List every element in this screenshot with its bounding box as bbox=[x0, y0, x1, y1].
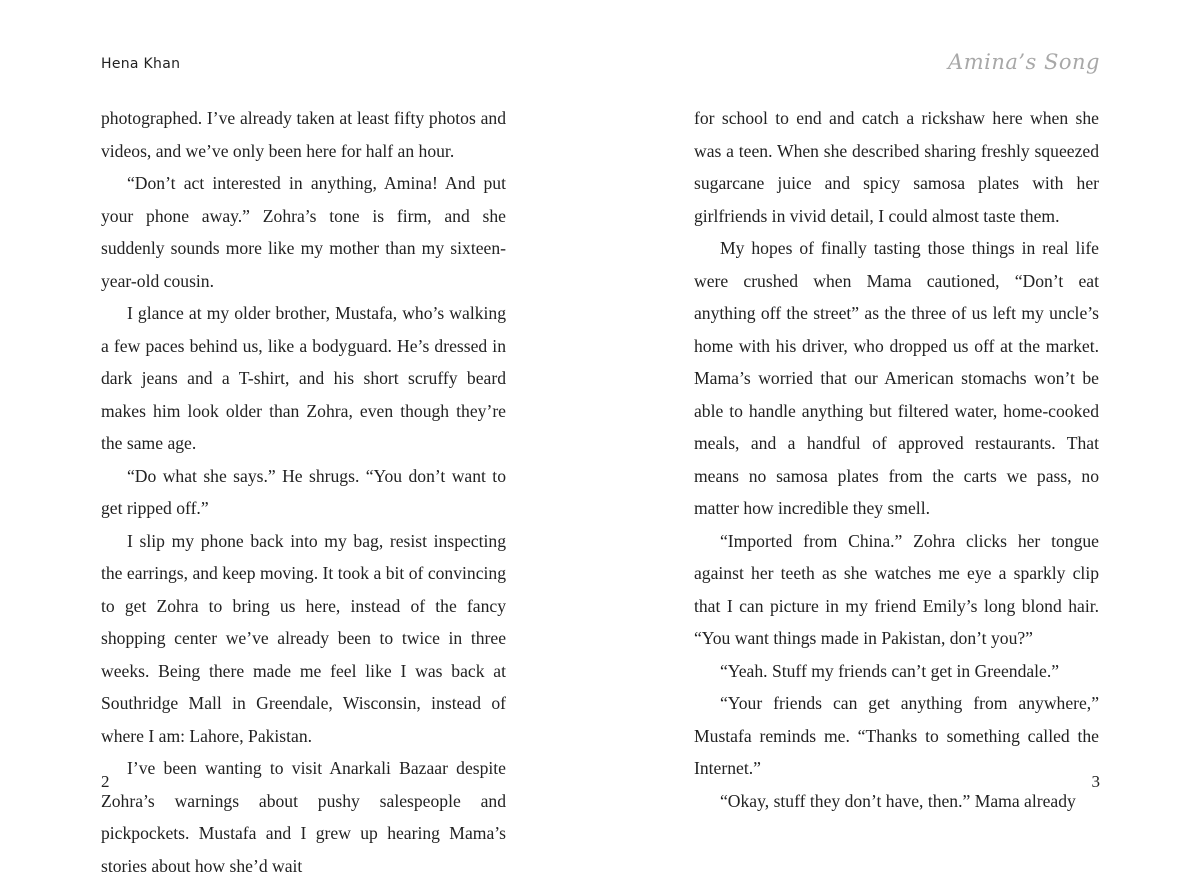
paragraph: I glance at my older brother, Mustafa, who’s walking a few paces behind us, like a bodyguard. He’s dressed in dark jeans and a T-shirt, and his short scruffy beard makes him look older than Zohra, even though they’re the same age. bbox=[101, 303, 506, 453]
paragraph: “Yeah. Stuff my friends can’t get in Greendale.” bbox=[720, 660, 1060, 681]
paragraph: “Okay, stuff they don’t have, then.” Mama already bbox=[720, 790, 1076, 811]
paragraph: “Your friends can get anything from anywhere,” Mustafa reminds me. “Thanks to something called the Internet.” bbox=[694, 693, 1099, 778]
left-page bbox=[0, 0, 600, 876]
paragraph: I’ve been wanting to visit Anarkali Bazaar despite Zohra’s warnings about pushy salespeople and pickpockets. Mustafa and I grew up hearing Mama’s stories about how she’d wait bbox=[101, 758, 506, 876]
paragraph: My hopes of finally tasting those things in real life were crushed when Mama cautioned, “Don’t eat anything off the street” as the three of us left my uncle’s home with his driver, who dropped us off at the market. Mama’s worried that our American stomachs won’t be able to handle anything but filtered water, home-cooked meals, and a handful of approved restaurants. That means no samosa plates from the carts we pass, no matter how incredible they smell. bbox=[694, 238, 1099, 518]
right-page bbox=[600, 0, 1200, 872]
paragraph: “Do what she says.” He shrugs. “You don’t want to get ripped off.” bbox=[101, 465, 506, 518]
paragraph: I slip my phone back into my bag, resist inspecting the earrings, and keep moving. It took a bit of convincing to get Zohra to bring us here, instead of the fancy shopping center we’ve already been to twice in three weeks. Being there made me feel like I was back at Southridge Mall in Greendale, Wisconsin, instead of where I am: Lahore, Pakistan. bbox=[101, 530, 506, 746]
running-head-author: Hena Khan bbox=[101, 56, 181, 72]
body-text bbox=[101, 102, 506, 882]
body-text bbox=[694, 102, 1099, 817]
page-number: 2 bbox=[101, 772, 110, 791]
paragraph: photographed. I’ve already taken at least fifty photos and videos, and we’ve only been here for half an hour. bbox=[101, 108, 506, 161]
page-number: 3 bbox=[1091, 772, 1100, 791]
paragraph: “Imported from China.” Zohra clicks her tongue against her teeth as she watches me eye a sparkly clip that I can picture in my friend Emily’s long blond hair. “You want things made in Pakistan, don’t you?” bbox=[694, 530, 1099, 648]
running-head-title: Amina’s Song bbox=[948, 50, 1100, 74]
paragraph: “Don’t act interested in anything, Amina! And put your phone away.” Zohra’s tone is firm, and she suddenly sounds more like my mother than my sixteen-year-old cousin. bbox=[101, 173, 506, 291]
paragraph: for school to end and catch a rickshaw here when she was a teen. When she described sharing freshly squeezed sugarcane juice and spicy samosa plates with her girlfriends in vivid detail, I could almost taste them. bbox=[694, 108, 1099, 226]
